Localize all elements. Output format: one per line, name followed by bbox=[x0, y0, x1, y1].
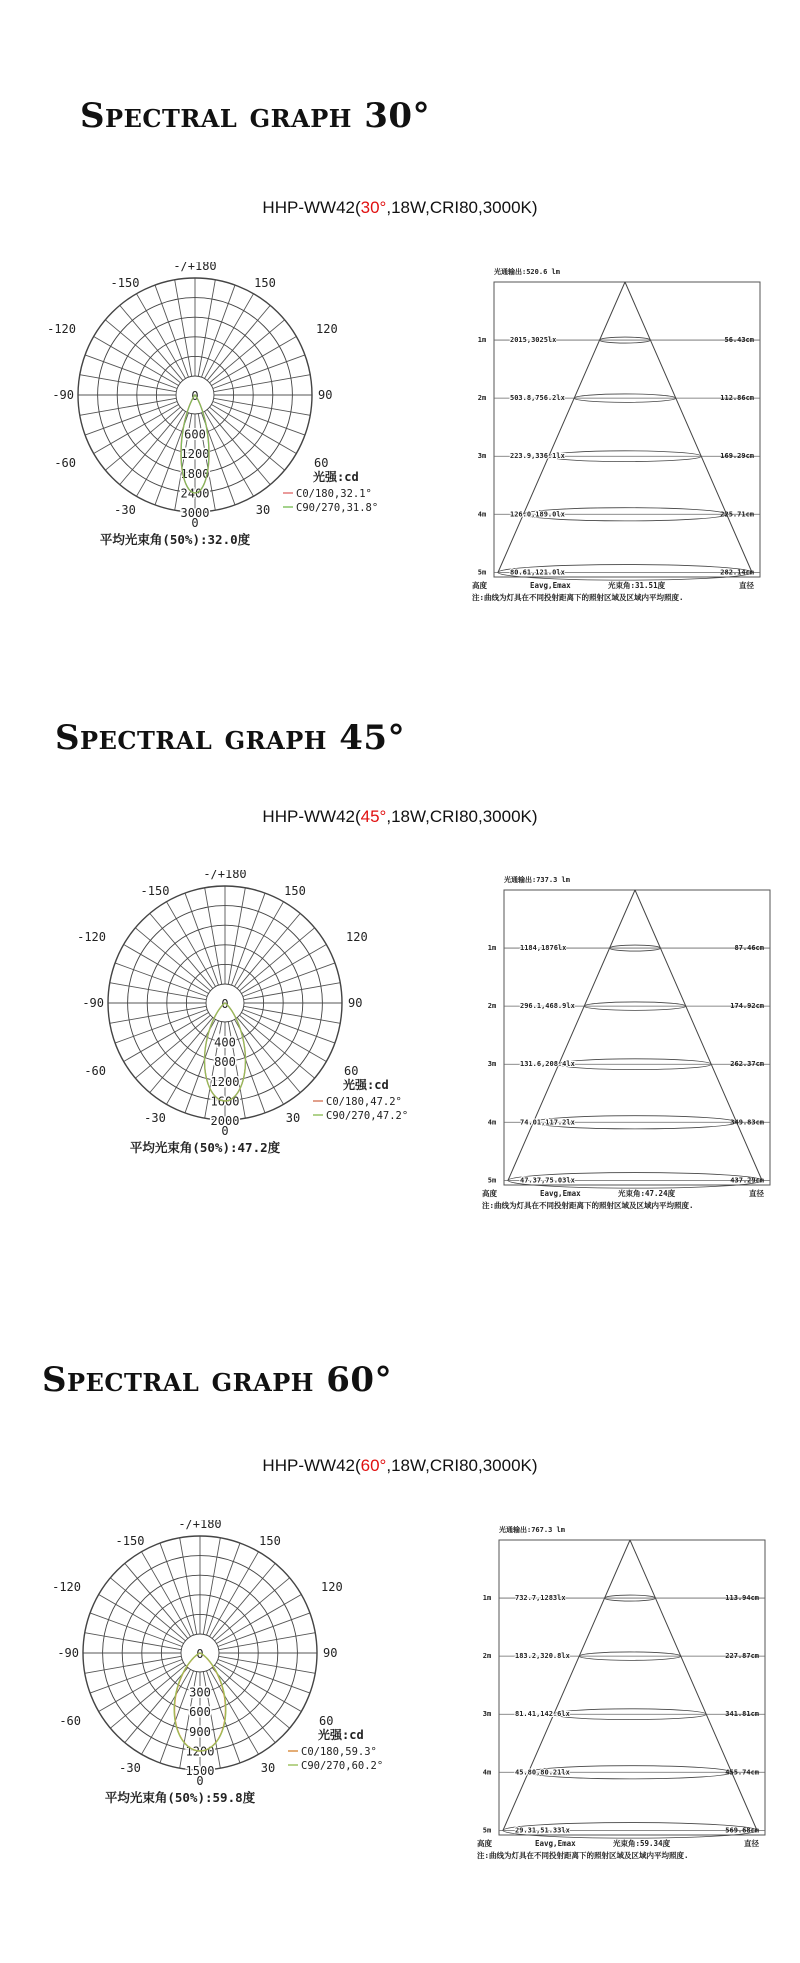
legend-c90: C90/270,60.2° bbox=[301, 1760, 384, 1772]
angle-label: -90 bbox=[57, 1646, 79, 1660]
cone-height: 4m bbox=[482, 1768, 492, 1777]
cone-note: 注:曲线为灯具在不同投射距离下的照射区域及区域内平均照度. bbox=[472, 593, 684, 602]
subtitle-spec: ,18W,CRI80,3000K) bbox=[386, 807, 538, 826]
angle-label: 0 bbox=[221, 1124, 229, 1138]
angle-label: 150 bbox=[259, 1534, 281, 1548]
section-subtitle bbox=[0, 198, 800, 218]
ring-value-label: 900 bbox=[189, 1724, 211, 1739]
section-45 bbox=[0, 640, 800, 1280]
subtitle-model: HHP-WW42( bbox=[262, 198, 361, 217]
cone-frame bbox=[499, 1540, 765, 1835]
cone-note: 注:曲线为灯具在不同投射距离下的照射区域及区域内平均照度. bbox=[482, 1201, 694, 1210]
cone-height: 1m bbox=[477, 336, 487, 345]
subtitle-model: HHP-WW42( bbox=[262, 807, 361, 826]
cone-height: 3m bbox=[477, 452, 487, 461]
legend-c0: C0/180,59.3° bbox=[301, 1746, 377, 1758]
cone-height: 3m bbox=[487, 1060, 497, 1069]
ring-value-label: 3000 bbox=[180, 506, 210, 520]
cone-illuminance: 732.7,1283lx bbox=[515, 1594, 566, 1603]
average-beam-angle: 平均光束角(50%):47.2度 bbox=[129, 1140, 281, 1155]
cone-diagram bbox=[475, 1520, 785, 1872]
polar-spoke bbox=[240, 1015, 315, 1078]
angle-label: 30 bbox=[260, 1761, 276, 1775]
polar-spoke bbox=[237, 1018, 300, 1093]
angle-label: 120 bbox=[316, 322, 338, 336]
angle-label: 150 bbox=[254, 276, 276, 290]
cone-diagram bbox=[480, 870, 790, 1222]
cone-illuminance: 80.61,121.0lx bbox=[510, 568, 565, 577]
legend-c90: C90/270,47.2° bbox=[326, 1110, 409, 1122]
cone-foot-height: 高度 bbox=[482, 1189, 497, 1198]
angle-label: 150 bbox=[284, 884, 306, 898]
angle-label: -/+180 bbox=[178, 1520, 222, 1531]
ring-value-label: 2400 bbox=[180, 486, 210, 501]
subtitle-angle: 30° bbox=[360, 198, 387, 217]
ring-value-label: 0 bbox=[221, 997, 229, 1011]
angle-label: -120 bbox=[77, 930, 106, 944]
cone-illuminance: 131.6,208.4lx bbox=[520, 1060, 575, 1069]
angle-label: -150 bbox=[115, 1534, 145, 1548]
polar-spoke bbox=[212, 1563, 275, 1638]
polar-spoke bbox=[135, 1015, 210, 1078]
cone-height: 2m bbox=[477, 394, 487, 403]
average-beam-angle: 平均光束角(50%):59.8度 bbox=[104, 1790, 256, 1805]
cone-illuminance: 503.8,756.2lx bbox=[510, 394, 565, 403]
subtitle-angle: 45° bbox=[360, 807, 387, 826]
cone-foot-eavg: Eavg,Emax bbox=[535, 1839, 576, 1848]
cone-foot-height: 高度 bbox=[472, 581, 487, 590]
cone-header: 光通输出:737.3 lm bbox=[504, 876, 570, 884]
cone-diameter: 113.94cm bbox=[725, 1594, 759, 1603]
polar-spoke bbox=[237, 913, 300, 988]
angle-label: -30 bbox=[119, 1761, 141, 1775]
cone-height: 1m bbox=[482, 1594, 492, 1603]
cone-illuminance: 47.37,75.03lx bbox=[520, 1176, 575, 1185]
cone-illuminance: 45.80,80.21lx bbox=[515, 1768, 570, 1777]
cone-foot-angle: 光束角:31.51度 bbox=[608, 581, 666, 590]
subtitle-spec: ,18W,CRI80,3000K) bbox=[386, 198, 538, 217]
ring-value-label: 2000 bbox=[210, 1114, 240, 1128]
cone-diameter: 349.83cm bbox=[730, 1118, 764, 1127]
subtitle-angle: 60° bbox=[360, 1456, 387, 1475]
angle-label: -120 bbox=[52, 1580, 81, 1594]
average-beam-angle: 平均光束角(50%):32.0度 bbox=[99, 532, 251, 547]
cone-diameter: 262.37cm bbox=[730, 1060, 764, 1069]
angle-label: 0 bbox=[191, 516, 199, 530]
legend-c90: C90/270,31.8° bbox=[296, 502, 379, 514]
legend-title: 光强:cd bbox=[313, 470, 359, 484]
angle-label: 90 bbox=[318, 388, 333, 402]
polar-spoke bbox=[120, 305, 183, 380]
cone-diameter: 225.71cm bbox=[720, 510, 754, 519]
section-30 bbox=[0, 0, 800, 640]
cone-foot-angle: 光束角:47.24度 bbox=[618, 1189, 676, 1198]
angle-label: 90 bbox=[323, 1646, 338, 1660]
ring-value-label: 300 bbox=[189, 1685, 211, 1700]
polar-spoke bbox=[240, 928, 315, 991]
cone-edge-left bbox=[503, 1540, 630, 1831]
cone-diameter: 56.43cm bbox=[724, 336, 754, 345]
ring-value-label: 1200 bbox=[180, 447, 210, 462]
cone-diagram bbox=[470, 262, 780, 614]
cone-diameter: 341.81cm bbox=[725, 1710, 759, 1719]
section-title: Spectral graph 45° bbox=[55, 718, 406, 758]
polar-spoke bbox=[110, 1578, 185, 1641]
angle-label: 60 bbox=[344, 1064, 359, 1078]
cone-foot-eavg: Eavg,Emax bbox=[540, 1189, 581, 1198]
polar-spoke bbox=[105, 320, 180, 383]
angle-label: 60 bbox=[319, 1714, 334, 1728]
cone-foot-height: 高度 bbox=[477, 1839, 492, 1848]
angle-label: 60 bbox=[314, 456, 329, 470]
cone-height: 2m bbox=[487, 1002, 497, 1011]
cone-illuminance: 2015,3025lx bbox=[510, 336, 557, 345]
cone-foot-diameter: 直径 bbox=[744, 1839, 759, 1848]
legend-c0: C0/180,32.1° bbox=[296, 488, 372, 500]
cone-foot-eavg: Eavg,Emax bbox=[530, 581, 571, 590]
cone-foot-diameter: 直径 bbox=[739, 581, 754, 590]
cone-foot-angle: 光束角:59.34度 bbox=[613, 1839, 671, 1848]
angle-label: -60 bbox=[54, 456, 76, 470]
angle-label: -60 bbox=[84, 1064, 106, 1078]
cone-illuminance: 29.31,51.33lx bbox=[515, 1826, 570, 1835]
cone-illuminance: 223.9,336.1lx bbox=[510, 452, 565, 461]
cone-note: 注:曲线为灯具在不同投射距离下的照射区域及区域内平均照度. bbox=[477, 1851, 689, 1860]
cone-diameter: 437.29cm bbox=[730, 1176, 764, 1185]
angle-label: -90 bbox=[52, 388, 74, 402]
cone-height: 4m bbox=[487, 1118, 497, 1127]
angle-label: -120 bbox=[47, 322, 76, 336]
ring-value-label: 0 bbox=[196, 1647, 204, 1661]
legend-title: 光强:cd bbox=[343, 1078, 389, 1092]
angle-label: -150 bbox=[110, 276, 140, 290]
cone-frame bbox=[494, 282, 760, 577]
ring-value-label: 1200 bbox=[210, 1074, 240, 1089]
section-title: Spectral graph 30° bbox=[80, 96, 431, 136]
angle-label: 30 bbox=[255, 503, 271, 517]
subtitle-model: HHP-WW42( bbox=[262, 1456, 361, 1475]
section-subtitle bbox=[0, 807, 800, 827]
cone-height: 5m bbox=[477, 568, 487, 577]
cone-diameter: 455.74cm bbox=[725, 1768, 759, 1777]
cone-illuminance: 183.2,320.8lx bbox=[515, 1652, 570, 1661]
polar-spoke bbox=[125, 1563, 188, 1638]
cone-diameter: 112.86cm bbox=[720, 394, 754, 403]
angle-label: -30 bbox=[114, 503, 136, 517]
angle-label: -/+180 bbox=[203, 870, 247, 881]
polar-spoke bbox=[215, 1578, 290, 1641]
polar-spoke bbox=[207, 410, 270, 485]
ring-value-label: 600 bbox=[189, 1705, 211, 1720]
angle-label: 90 bbox=[348, 996, 363, 1010]
ring-value-label: 0 bbox=[191, 389, 199, 403]
cone-edge-right bbox=[625, 282, 752, 573]
cone-edge-left bbox=[498, 282, 625, 573]
ring-value-label: 1500 bbox=[185, 1764, 215, 1778]
angle-label: -90 bbox=[82, 996, 104, 1010]
cone-edge-right bbox=[630, 1540, 757, 1831]
cone-foot-diameter: 直径 bbox=[749, 1189, 764, 1198]
polar-spoke bbox=[150, 913, 213, 988]
cone-edge-left bbox=[508, 890, 635, 1181]
angle-label: 120 bbox=[321, 1580, 343, 1594]
cone-height: 1m bbox=[487, 944, 497, 953]
ring-value-label: 800 bbox=[214, 1055, 236, 1070]
cone-height: 2m bbox=[482, 1652, 492, 1661]
ring-value-label: 1200 bbox=[185, 1744, 215, 1759]
cone-diameter: 227.87cm bbox=[725, 1652, 759, 1661]
cone-header: 光通输出:767.3 lm bbox=[499, 1526, 565, 1534]
section-60 bbox=[0, 1280, 800, 1963]
cone-diameter: 87.46cm bbox=[734, 944, 764, 953]
angle-label: -30 bbox=[144, 1111, 166, 1125]
ring-value-label: 400 bbox=[214, 1035, 236, 1050]
polar-spoke bbox=[210, 320, 285, 383]
ring-value-label: 1600 bbox=[210, 1094, 240, 1109]
polar-spoke bbox=[105, 407, 180, 470]
polar-chart bbox=[25, 1520, 405, 1880]
angle-label: -60 bbox=[59, 1714, 81, 1728]
cone-illuminance: 74.01,117.2lx bbox=[520, 1118, 575, 1127]
cone-diameter: 569.68cm bbox=[725, 1826, 759, 1835]
polar-spoke bbox=[135, 928, 210, 991]
subtitle-spec: ,18W,CRI80,3000K) bbox=[386, 1456, 538, 1475]
polar-chart bbox=[50, 870, 430, 1230]
cone-height: 5m bbox=[482, 1826, 492, 1835]
polar-spoke bbox=[207, 305, 270, 380]
cone-edge-right bbox=[635, 890, 762, 1181]
section-subtitle bbox=[0, 1456, 800, 1476]
cone-diameter: 174.92cm bbox=[730, 1002, 764, 1011]
cone-diameter: 169.29cm bbox=[720, 452, 754, 461]
cone-frame bbox=[504, 890, 770, 1185]
angle-label: 0 bbox=[196, 1774, 204, 1788]
angle-label: -150 bbox=[140, 884, 170, 898]
polar-spoke bbox=[210, 407, 285, 470]
polar-chart bbox=[20, 262, 400, 622]
cone-height: 5m bbox=[487, 1176, 497, 1185]
cone-illuminance: 81.41,142.6lx bbox=[515, 1710, 570, 1719]
section-title: Spectral graph 60° bbox=[42, 1360, 393, 1400]
legend-c0: C0/180,47.2° bbox=[326, 1096, 402, 1108]
cone-illuminance: 126.0,189.0lx bbox=[510, 510, 565, 519]
polar-spoke bbox=[120, 410, 183, 485]
ring-value-label: 1800 bbox=[180, 466, 210, 481]
cone-header: 光通输出:520.6 lm bbox=[494, 268, 560, 276]
angle-label: -/+180 bbox=[173, 262, 217, 273]
angle-label: 120 bbox=[346, 930, 368, 944]
ring-value-label: 600 bbox=[184, 427, 206, 442]
cone-height: 3m bbox=[482, 1710, 492, 1719]
polar-spoke bbox=[150, 1018, 213, 1093]
cone-illuminance: 296.1,468.9lx bbox=[520, 1002, 575, 1011]
cone-illuminance: 1184,1876lx bbox=[520, 944, 567, 953]
angle-label: 30 bbox=[285, 1111, 301, 1125]
cone-height: 4m bbox=[477, 510, 487, 519]
legend-title: 光强:cd bbox=[318, 1728, 364, 1742]
cone-diameter: 282.14cm bbox=[720, 568, 754, 577]
